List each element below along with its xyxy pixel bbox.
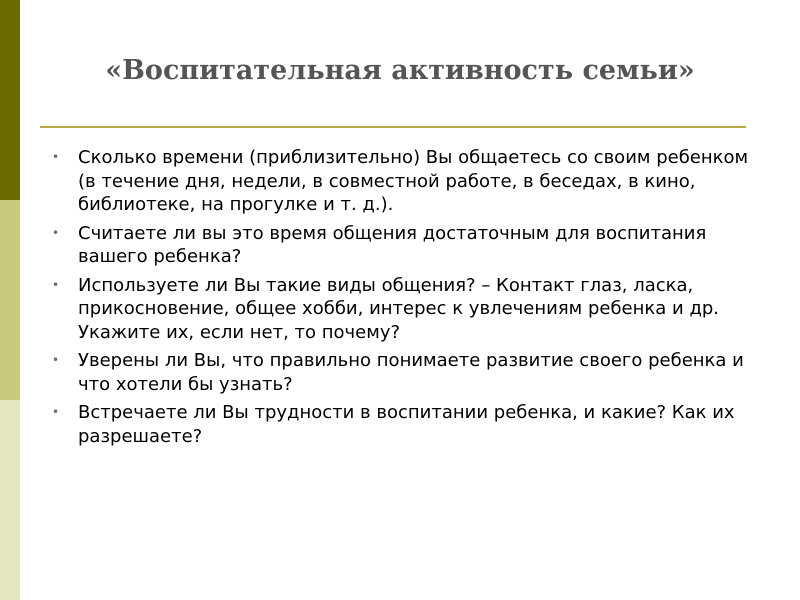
bullet-icon: • xyxy=(52,225,60,240)
sidebar-stripe-top xyxy=(0,0,20,200)
list-item-text: Уверены ли Вы, что правильно понимаете развитие своего ребенка и что хотели бы узнать? xyxy=(78,350,744,395)
list-item xyxy=(52,401,752,448)
list-item-text: Сколько времени (приблизительно) Вы общаетесь со своим ребенком (в течение дня, недели, в совместной работе, в беседах, в кино, библиотеке, на прогулке и т. д.). xyxy=(78,147,749,215)
bullet-list xyxy=(52,146,752,453)
list-item xyxy=(52,349,752,396)
list-item xyxy=(52,274,752,345)
sidebar-stripe-middle xyxy=(0,200,20,400)
title-divider xyxy=(40,126,746,128)
bullet-icon: • xyxy=(52,150,60,164)
bullet-icon: • xyxy=(52,277,60,292)
list-item-text: Встречаете ли Вы трудности в воспитании ребенка, и какие? Как их разрешаете? xyxy=(78,402,735,447)
slide-title: «Воспитательная активность семьи» xyxy=(105,55,695,86)
list-item xyxy=(52,222,752,269)
sidebar-stripe-bottom xyxy=(0,400,20,600)
bullet-icon: • xyxy=(52,353,60,367)
list-item-text: Используете ли Вы такие виды общения? – Контакт глаз, ласка, прикосновение, общее хобби, интерес к увлечениям ребенка и др. Укажите их, если нет, то почему? xyxy=(78,274,720,343)
bullet-icon: • xyxy=(52,405,60,419)
list-item-text: Считаете ли вы это время общения достаточным для воспитания вашего ребенка? xyxy=(78,222,707,267)
list-item xyxy=(52,146,752,217)
